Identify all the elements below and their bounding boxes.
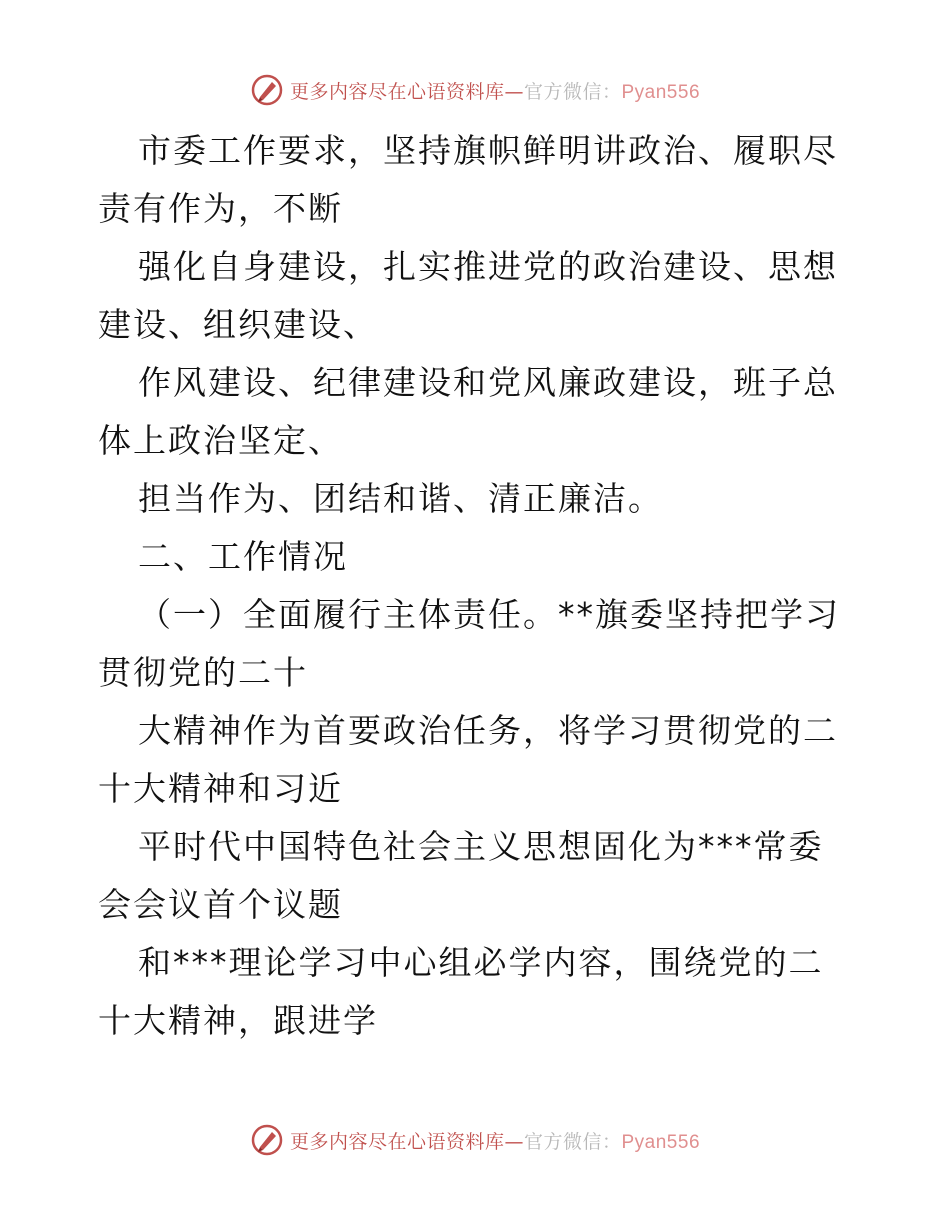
paragraph: 作风建设、纪律建设和党风廉政建设，班子总体上政治坚定、 [98, 363, 838, 460]
pen-nib-logo-icon [250, 1123, 284, 1157]
paragraph: 和***理论学习中心组必学内容，围绕党的二十大精神，跟进学 [98, 943, 824, 1040]
banner-prefix: 更多内容尽在心语资料库— [289, 1130, 524, 1153]
section-heading: 二、工作情况 [138, 537, 348, 576]
banner-text [290, 77, 700, 104]
paragraph: 大精神作为首要政治任务，将学习贯彻党的二十大精神和习近 [98, 711, 838, 808]
paragraph: 强化自身建设，扎实推进党的政治建设、思想建设、组织建设、 [98, 247, 838, 344]
footer-banner[interactable] [0, 1120, 950, 1160]
banner-wechat-label: 官方微信： [523, 80, 622, 103]
paragraph: 担当作为、团结和谐、清正廉洁。 [138, 479, 663, 518]
document-body [98, 122, 858, 1050]
banner-handle: Pyan556 [621, 81, 701, 103]
pen-nib-logo-icon [250, 73, 284, 107]
header-banner[interactable] [0, 70, 950, 110]
paragraph: 市委工作要求，坚持旗帜鲜明讲政治、履职尽责有作为，不断 [98, 131, 838, 228]
banner-prefix: 更多内容尽在心语资料库— [289, 80, 524, 103]
banner-handle: Pyan556 [621, 1131, 701, 1153]
banner-text [290, 1127, 700, 1154]
paragraph: （一）全面履行主体责任。**旗委坚持把学习贯彻党的二十 [98, 595, 840, 692]
banner-wechat-label: 官方微信： [523, 1130, 622, 1153]
paragraph: 平时代中国特色社会主义思想固化为***常委会会议首个议题 [98, 827, 824, 924]
